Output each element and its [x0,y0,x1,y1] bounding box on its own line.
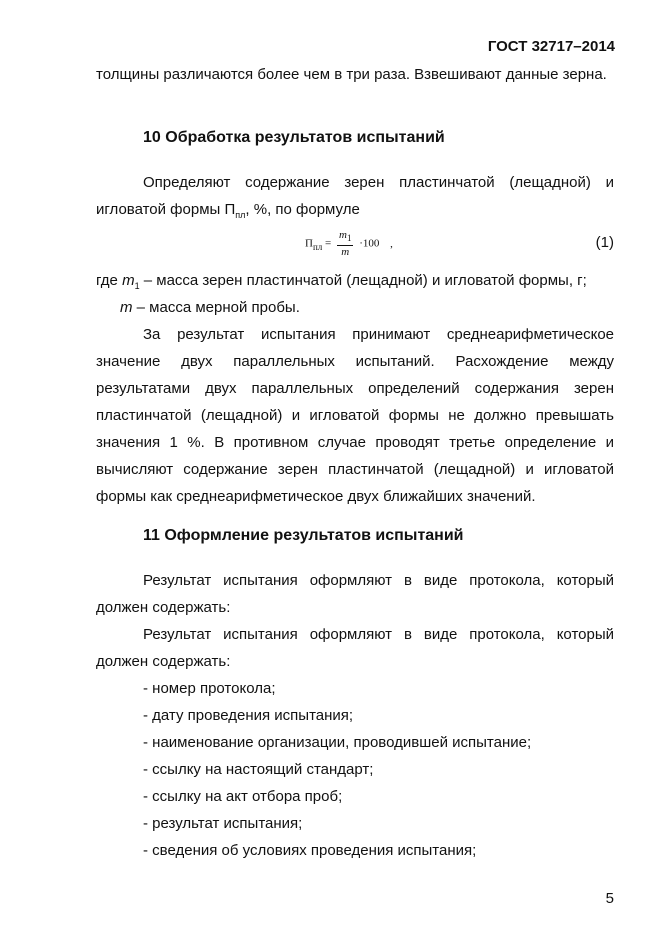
list-item: - наименование организации, проводившей испытание; [143,734,532,751]
section-10-paragraph-1 [96,169,614,229]
formula-fraction [337,229,353,259]
formula-1 [305,229,393,261]
equation-number: (1) [595,234,614,251]
denominator-var: m [341,246,350,259]
formula-numerator [337,229,353,246]
list-item: - сведения об условиях проведения испытания; [143,842,477,859]
text-span: , %, по формуле [245,201,360,218]
paragraph-line [96,196,614,229]
formula-comma: , [390,237,393,250]
m-definition-line [120,294,614,321]
formula-equals: = [325,237,332,250]
formula-tail: ·100 [359,237,380,250]
subscript: 1 [134,281,140,291]
paragraph-line: Определяют содержание зерен пластинчатой (лещадной) и [143,174,614,191]
numerator-var: m [338,229,347,241]
list-item: - ссылку на настоящий стандарт; [143,761,374,778]
section-10-heading: 10 Обработка результатов испытаний [143,129,445,146]
numerator-subscript: 1 [346,233,352,244]
formula-denominator [337,246,353,259]
section-11-paragraph-1: Результат испытания оформляют в виде протокола, который должен содержать: [96,572,614,616]
intro-paragraph: толщины различаются более чем в три раза. Взвешивают данные зерна. [96,66,607,83]
text-span: игловатой формы П [96,201,236,218]
variable: m [122,272,135,289]
formula-lhs: П [305,237,313,250]
variable: m [120,299,133,316]
section-10-paragraph-2: За результат испытания принимают среднеарифметическое значение двух параллельных испытаний. Расхождение между результатами двух параллельных определений содержания зерен пластинчатой (лещадной) и игловатой формы не должно превышать значения 1 %. В противном случае проводят третье определение и вычисляют содержание зерен пластинчатой (лещадной) и игловатой формы как среднеарифметическое двух ближайших значений. [96,326,614,505]
list-item: - ссылку на акт отбора проб; [143,788,343,805]
list-item: - дату проведения испытания; [143,707,354,724]
text-span: – масса зерен пластинчатой (лещадной) и игловатой формы, г; [139,272,587,289]
section-11-paragraph-2: Результат испытания оформляют в виде протокола, который должен содержать: [96,626,614,670]
standard-number: ГОСТ 32717–2014 [487,38,615,55]
formula-lhs-subscript: пл [312,241,323,252]
list-item: - номер протокола; [143,680,276,697]
text-span: – масса мерной пробы. [132,299,300,316]
section-11-heading: 11 Оформление результатов испытаний [143,527,464,544]
text-span: где [96,272,123,289]
page-number: 5 [605,890,614,907]
subscript: пл [235,210,246,220]
list-item: - результат испытания; [143,815,303,832]
